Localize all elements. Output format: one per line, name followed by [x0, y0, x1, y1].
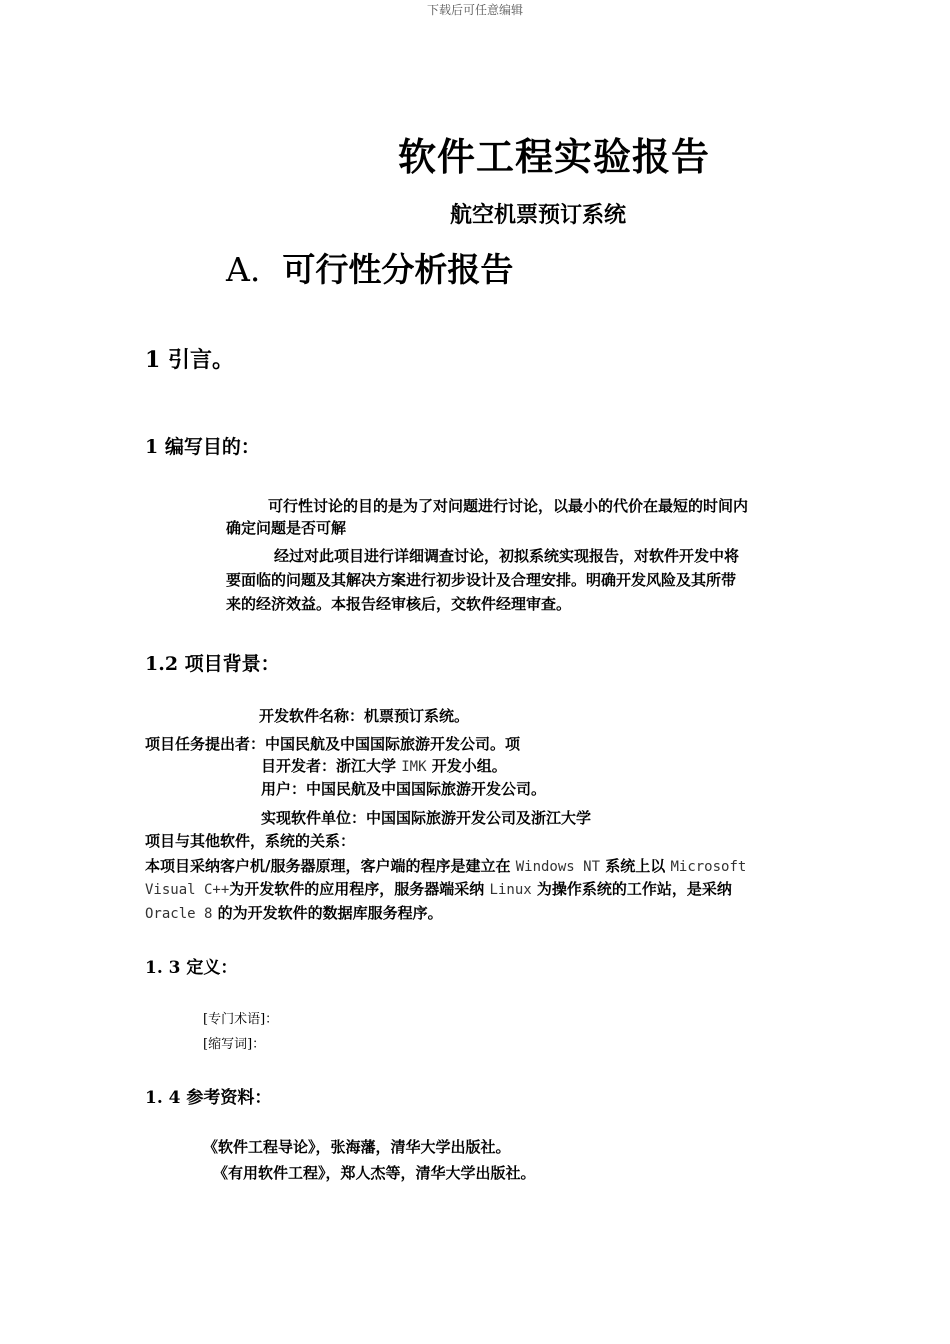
bg-line-7c: 系统上以	[600, 857, 671, 875]
bg-line-3c: 开发小组。	[426, 757, 507, 775]
purpose-p1-line1: 可行性讨论的目的是为了对问题进行讨论，以最小的代价在最短的时间内	[268, 497, 749, 515]
bg-line-8a: Visual C++	[145, 882, 230, 898]
section-1-heading: 1 引言。	[145, 347, 234, 373]
section-a-text: 可行性分析报告	[282, 250, 514, 289]
term-list-item-1: [专门术语]：	[203, 1012, 279, 1027]
bg-line-5: 实现软件单位：中国国际旅游开发公司及浙江大学	[261, 809, 592, 827]
section-1-3-heading: 1. 3 定义：	[145, 958, 238, 978]
bg-line-3b: IMK	[401, 759, 427, 775]
section-a-heading	[226, 244, 513, 291]
bg-line-9	[145, 900, 443, 927]
reference-1: 《软件工程导论》，张海藩，清华大学出版社。	[203, 1138, 511, 1156]
section-1-2-heading: 1.2 项目背景：	[145, 653, 280, 675]
term-list-item-2: [缩写词]：	[203, 1037, 266, 1052]
document-title: 软件工程实验报告	[398, 134, 711, 179]
bg-line-9a: Oracle 8	[145, 906, 213, 922]
reference-2: 《有用软件工程》，郑人杰等，清华大学出版社。	[213, 1164, 536, 1182]
bg-line-8	[145, 876, 732, 903]
purpose-p2-line2: 要面临的问题及其解决方案进行初步设计及合理安排。明确开发风险及其所带	[226, 571, 737, 589]
bg-line-8d: 为操作系统的工作站，是采纳	[531, 880, 732, 898]
page-header: 下载后可任意编辑	[426, 3, 523, 17]
bg-line-4: 用户：中国民航及中国国际旅游开发公司。	[261, 780, 547, 798]
section-1-1-heading: 1 编写目的：	[145, 436, 260, 458]
purpose-p1-line2: 确定问题是否可解	[226, 519, 347, 537]
bg-line-7b: Windows NT	[515, 859, 601, 875]
purpose-p2-line3: 来的经济效益。本报告经审核后，交软件经理审查。	[226, 595, 572, 613]
section-a-mark: A.	[226, 250, 261, 289]
bg-line-3a: 目开发者：浙江大学	[261, 757, 402, 775]
bg-line-7a: 本项目采纳客户机/服务器原理，客户端的程序是建立在	[145, 857, 516, 875]
document-subtitle: 航空机票预订系统	[450, 202, 627, 228]
bg-line-7d: Microsoft	[670, 859, 747, 875]
purpose-p2-line1: 经过对此项目进行详细调查讨论，初拟系统实现报告，对软件开发中将	[274, 547, 740, 565]
bg-line-8b: 为开发软件的应用程序，服务器端采纳	[229, 880, 490, 898]
section-1-4-heading: 1. 4 参考资料：	[145, 1088, 272, 1108]
bg-line-8c: Linux	[489, 882, 532, 898]
bg-line-9b: 的为开发软件的数据库服务程序。	[212, 904, 443, 922]
bg-line-2: 项目任务提出者：中国民航及中国国际旅游开发公司。项	[145, 735, 521, 753]
bg-line-1: 开发软件名称：机票预订系统。	[259, 707, 470, 725]
bg-line-6: 项目与其他软件，系统的关系：	[145, 832, 356, 850]
